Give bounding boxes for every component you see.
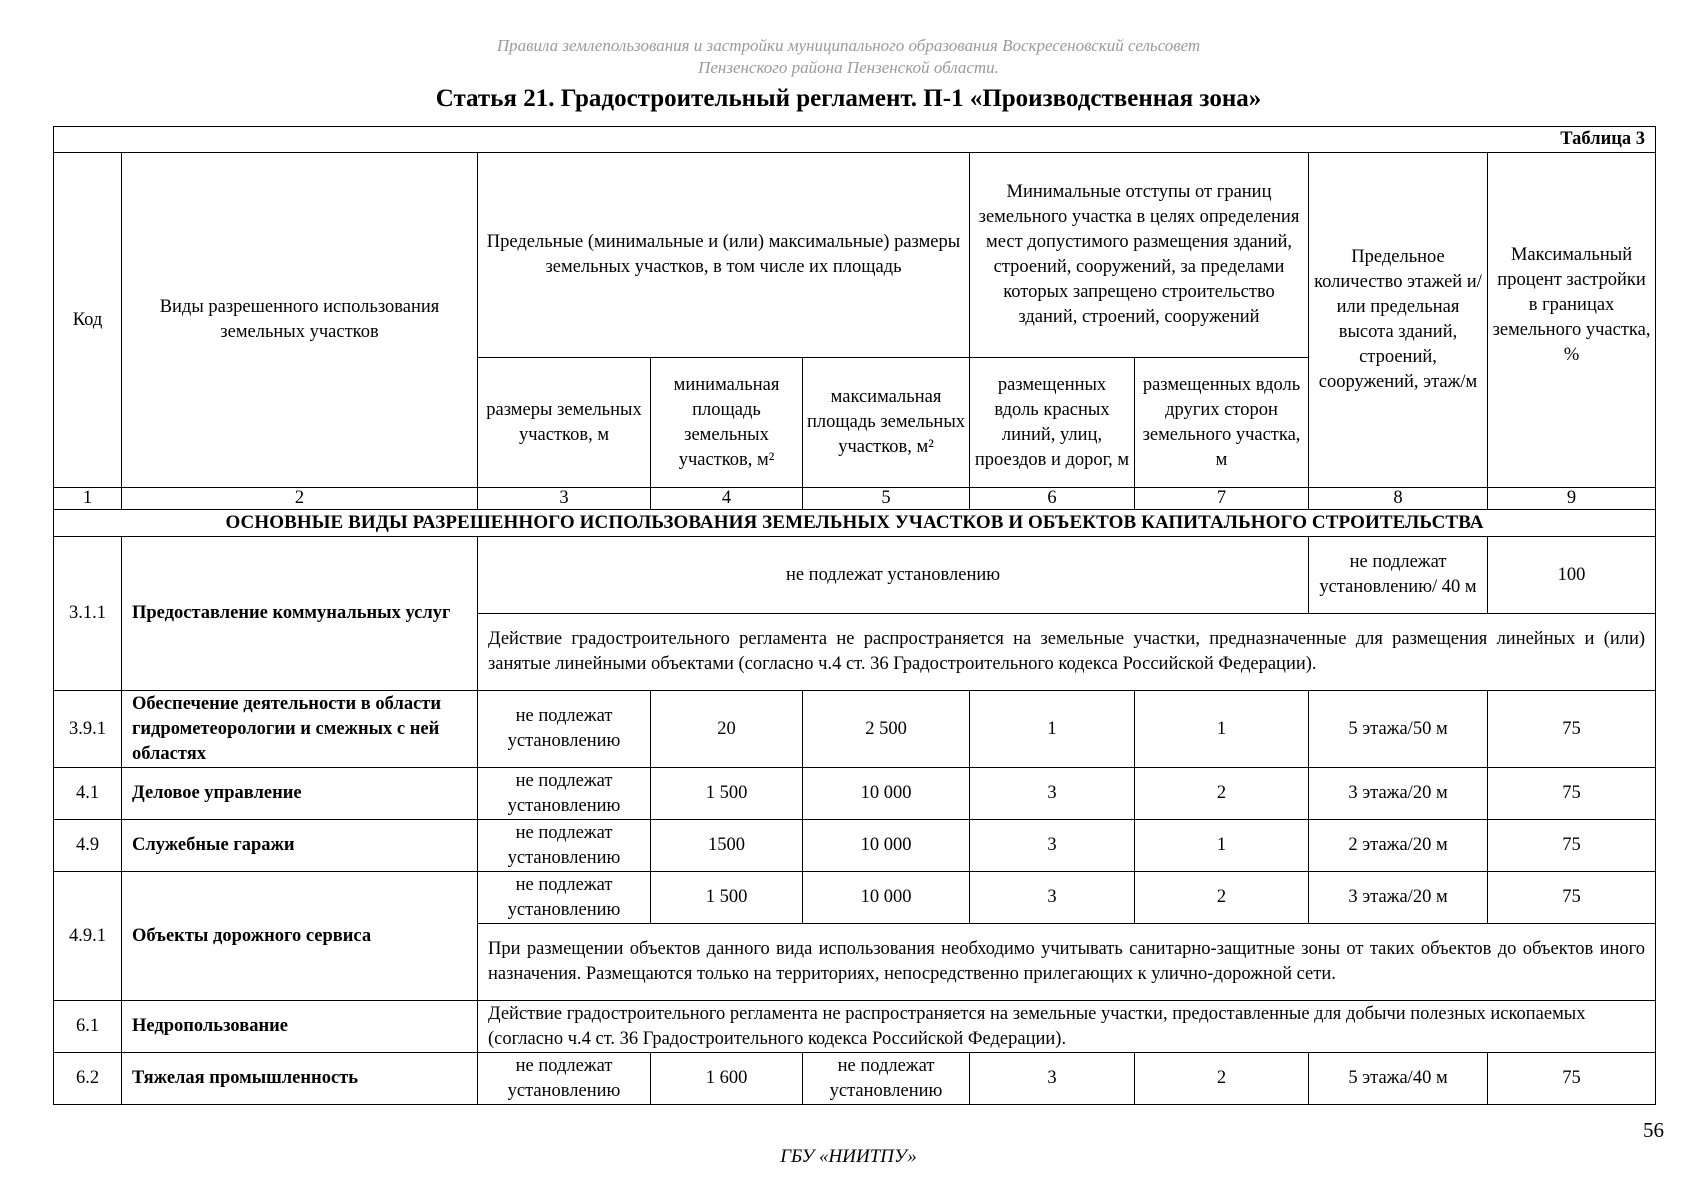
- row-coverage: 75: [1488, 691, 1656, 768]
- header-sizes: размеры земельных участков, м: [478, 358, 651, 488]
- column-number: 8: [1309, 488, 1488, 510]
- column-number: 4: [651, 488, 803, 510]
- header-red-lines: размещенных вдоль красных линий, улиц, проездов и дорог, м: [970, 358, 1135, 488]
- row-code: 3.9.1: [54, 691, 122, 768]
- row-coverage: 75: [1488, 1053, 1656, 1105]
- row-min-area: 1 600: [651, 1053, 803, 1105]
- row-min-area: 1500: [651, 820, 803, 872]
- row-floors: 3 этажа/20 м: [1309, 872, 1488, 924]
- header-floors: Предельное количество этажей и/или предельная высота зданий, строений, сооружений, этаж/м: [1309, 153, 1488, 488]
- row-floors: 5 этажа/40 м: [1309, 1053, 1488, 1105]
- row-red-lines: 3: [970, 768, 1135, 820]
- table-label-row: [54, 127, 1656, 153]
- header-setbacks-group: Минимальные отступы от границ земельного участка в целях определения мест допустимого размещения зданий, строений, сооружений, за пределами которых запрещено строительство зданий, строений, сооружений: [970, 153, 1309, 358]
- row-floors: 5 этажа/50 м: [1309, 691, 1488, 768]
- table-row: [54, 820, 1656, 872]
- row-code: 4.9.1: [54, 872, 122, 1001]
- table-row: [54, 537, 1656, 614]
- header-use-type: Виды разрешенного использования земельных участков: [122, 153, 478, 488]
- row-name: Обеспечение деятельности в области гидрометеорологии и смежных с ней областях: [122, 691, 478, 768]
- row-sizes: не подлежат установлению: [478, 872, 651, 924]
- row-coverage: 75: [1488, 768, 1656, 820]
- column-number-row: [54, 488, 1656, 510]
- column-number: 7: [1135, 488, 1309, 510]
- column-number: 5: [803, 488, 970, 510]
- row-coverage: 75: [1488, 820, 1656, 872]
- table-row: [54, 768, 1656, 820]
- row-name: Служебные гаражи: [122, 820, 478, 872]
- column-number: 1: [54, 488, 122, 510]
- row-max-area: 2 500: [803, 691, 970, 768]
- row-floors: 3 этажа/20 м: [1309, 768, 1488, 820]
- table-row: [54, 1001, 1656, 1053]
- row-sizes: не подлежат установлению: [478, 1053, 651, 1105]
- row-note: При размещении объектов данного вида использования необходимо учитывать санитарно-защитные зоны от таких объектов до объектов иного назначения. Размещаются только на территориях, непосредственно прилегающих к улично-дорожной сети.: [478, 924, 1656, 1001]
- row-name: Деловое управление: [122, 768, 478, 820]
- row-min-area: 1 500: [651, 872, 803, 924]
- row-red-lines: 3: [970, 1053, 1135, 1105]
- section-row: [54, 510, 1656, 537]
- row-red-lines: 1: [970, 691, 1135, 768]
- row-code: 6.1: [54, 1001, 122, 1053]
- section-title: ОСНОВНЫЕ ВИДЫ РАЗРЕШЕННОГО ИСПОЛЬЗОВАНИЯ ЗЕМЕЛЬНЫХ УЧАСТКОВ И ОБЪЕКТОВ КАПИТАЛЬНОГО СТРОИТЕЛЬСТВА: [54, 510, 1656, 537]
- row-red-lines: 3: [970, 872, 1135, 924]
- row-other-sides: 2: [1135, 872, 1309, 924]
- table-row: [54, 691, 1656, 768]
- table-row: [54, 1053, 1656, 1105]
- row-coverage: 100: [1488, 537, 1656, 614]
- row-code: 4.9: [54, 820, 122, 872]
- page-title: Статья 21. Градостроительный регламент. П-1 «Производственная зона»: [435, 85, 1262, 112]
- row-floors: не подлежат установлению/ 40 м: [1309, 537, 1488, 614]
- table-number-label: Таблица 3: [54, 127, 1656, 153]
- row-max-area: 10 000: [803, 872, 970, 924]
- running-header-line-1: Правила землепользования и застройки муниципального образования Воскресеновский сельсовет: [496, 36, 1201, 55]
- row-sizes: не подлежат установлению: [478, 768, 651, 820]
- row-merged-value: не подлежат установлению: [478, 537, 1309, 614]
- row-name: Недропользование: [122, 1001, 478, 1053]
- header-sizes-group: Предельные (минимальные и (или) максимальные) размеры земельных участков, в том числе их площадь: [478, 153, 970, 358]
- row-name: Предоставление коммунальных услуг: [122, 537, 478, 691]
- header-other-sides: размещенных вдоль других сторон земельного участка, м: [1135, 358, 1309, 488]
- row-note: Действие градостроительного регламента не распространяется на земельные участки, предназначенные для размещения линейных и (или) занятые линейными объектами (согласно ч.4 ст. 36 Градостроительного кодекса Российской Федерации).: [478, 614, 1656, 691]
- header-min-area: минимальная площадь земельных участков, м²: [651, 358, 803, 488]
- row-sizes: не подлежат установлению: [478, 691, 651, 768]
- row-code: 4.1: [54, 768, 122, 820]
- table-row: [54, 872, 1656, 924]
- column-number: 6: [970, 488, 1135, 510]
- row-code: 6.2: [54, 1053, 122, 1105]
- row-other-sides: 2: [1135, 1053, 1309, 1105]
- column-number: 3: [478, 488, 651, 510]
- running-header-line-2: Пензенского района Пензенской области.: [698, 58, 999, 77]
- column-number: 9: [1488, 488, 1656, 510]
- row-min-area: 20: [651, 691, 803, 768]
- row-floors: 2 этажа/20 м: [1309, 820, 1488, 872]
- header-code: Код: [54, 153, 122, 488]
- row-max-area: 10 000: [803, 768, 970, 820]
- regulation-table: [53, 126, 1656, 1105]
- row-note: Действие градостроительного регламента не распространяется на земельные участки, предоставленные для добычи полезных ископаемых (согласно ч.4 ст. 36 Градостроительного кодекса Российской Федерации).: [478, 1001, 1656, 1053]
- header-max-area: максимальная площадь земельных участков, м²: [803, 358, 970, 488]
- row-red-lines: 3: [970, 820, 1135, 872]
- row-other-sides: 1: [1135, 691, 1309, 768]
- row-min-area: 1 500: [651, 768, 803, 820]
- row-name: Объекты дорожного сервиса: [122, 872, 478, 1001]
- row-name: Тяжелая промышленность: [122, 1053, 478, 1105]
- row-max-area: не подлежат установлению: [803, 1053, 970, 1105]
- row-other-sides: 1: [1135, 820, 1309, 872]
- header-row-1: [54, 153, 1656, 358]
- row-other-sides: 2: [1135, 768, 1309, 820]
- row-max-area: 10 000: [803, 820, 970, 872]
- row-coverage: 75: [1488, 872, 1656, 924]
- row-sizes: не подлежат установлению: [478, 820, 651, 872]
- header-coverage: Максимальный процент застройки в границах земельного участка, %: [1488, 153, 1656, 488]
- row-code: 3.1.1: [54, 537, 122, 691]
- page-footer: ГБУ «НИИТПУ»: [780, 1146, 917, 1167]
- column-number: 2: [122, 488, 478, 510]
- page-number: 56: [1643, 1118, 1664, 1142]
